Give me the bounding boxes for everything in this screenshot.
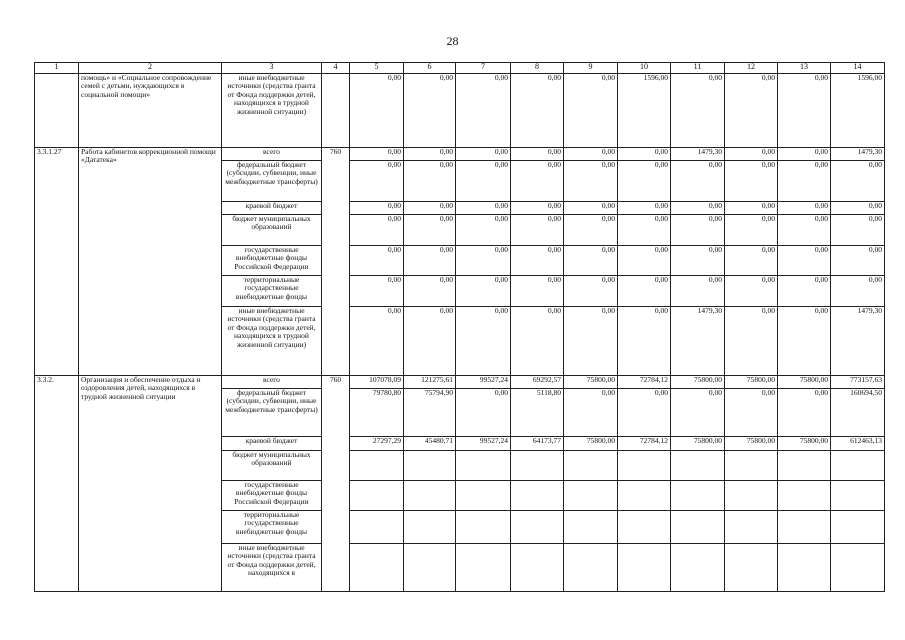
funding-source-cell: иные внебюджетные источники (средства гранта от Фонда поддержки детей, находящихся в [222, 544, 322, 592]
header-row [35, 63, 885, 74]
value-cell: 0,00 [831, 202, 885, 215]
value-cell: 0,00 [404, 307, 456, 376]
value-cell [725, 451, 778, 481]
value-cell: 1479,30 [831, 148, 885, 161]
activity-name-cell: Работа кабинетов коррекционной помощи «Дататека» [79, 148, 222, 376]
value-cell: 0,00 [671, 389, 725, 437]
value-cell: 1479,30 [831, 307, 885, 376]
value-cell: 773157,63 [831, 376, 885, 389]
value-cell: 75800,00 [671, 376, 725, 389]
value-cell: 75800,00 [564, 376, 618, 389]
value-cell: 0,00 [350, 246, 404, 276]
row-number-cell: 3.3.2. [35, 376, 79, 592]
value-cell: 0,00 [564, 202, 618, 215]
value-cell [404, 511, 456, 544]
funding-source-cell: территориальные государственные внебюджетные фонды [222, 276, 322, 307]
value-cell [456, 481, 511, 511]
value-cell: 0,00 [350, 202, 404, 215]
value-cell: 0,00 [778, 215, 831, 246]
value-cell [350, 511, 404, 544]
value-cell: 0,00 [618, 246, 671, 276]
value-cell: 0,00 [511, 276, 564, 307]
value-cell [778, 481, 831, 511]
value-cell [404, 481, 456, 511]
value-cell: 0,00 [350, 276, 404, 307]
value-cell: 0,00 [511, 74, 564, 148]
funding-source-cell: федеральный бюджет (субсидии, субвенции, иные межбюджетные трансферты) [222, 389, 322, 437]
activity-name-cell: помощь» и «Социальное сопровождение семей с детьми, нуждающихся в социальной помощи» [79, 74, 222, 148]
value-cell: 0,00 [456, 246, 511, 276]
value-cell [671, 544, 725, 592]
value-cell [511, 451, 564, 481]
value-cell [564, 451, 618, 481]
value-cell: 0,00 [778, 246, 831, 276]
col-header: 14 [831, 63, 885, 74]
value-cell: 0,00 [671, 161, 725, 202]
value-cell [456, 511, 511, 544]
value-cell: 75800,00 [778, 437, 831, 451]
value-cell [778, 451, 831, 481]
value-cell [831, 544, 885, 592]
value-cell: 0,00 [778, 276, 831, 307]
value-cell: 64173,77 [511, 437, 564, 451]
value-cell [618, 451, 671, 481]
value-cell: 0,00 [350, 148, 404, 161]
col-header: 4 [322, 63, 350, 74]
value-cell: 0,00 [725, 215, 778, 246]
value-cell [564, 481, 618, 511]
value-cell [618, 511, 671, 544]
value-cell: 75800,00 [725, 437, 778, 451]
value-cell [725, 544, 778, 592]
col-header: 9 [564, 63, 618, 74]
value-cell: 0,00 [725, 202, 778, 215]
funding-source-cell: государственные внебюджетные фонды Российской Федерации [222, 246, 322, 276]
value-cell [456, 544, 511, 592]
value-cell: 0,00 [831, 161, 885, 202]
funding-source-cell: государственные внебюджетные фонды Российской Федерации [222, 481, 322, 511]
value-cell: 0,00 [725, 74, 778, 148]
row-number-cell: 3.3.1.27 [35, 148, 79, 376]
value-cell [350, 481, 404, 511]
value-cell [671, 451, 725, 481]
col-header: 8 [511, 63, 564, 74]
value-cell: 0,00 [404, 276, 456, 307]
value-cell: 0,00 [564, 307, 618, 376]
value-cell [404, 544, 456, 592]
value-cell: 0,00 [618, 389, 671, 437]
value-cell: 0,00 [511, 202, 564, 215]
funding-source-cell: федеральный бюджет (субсидии, субвенции, иные межбюджетные трансферты) [222, 161, 322, 202]
funding-source-cell: иные внебюджетные источники (средства гранта от Фонда поддержки детей, находящихся в трудной жизненной ситуации) [222, 74, 322, 148]
value-cell: 0,00 [778, 161, 831, 202]
col-header: 1 [35, 63, 79, 74]
value-cell [511, 511, 564, 544]
value-cell: 1596,00 [618, 74, 671, 148]
value-cell: 0,00 [564, 215, 618, 246]
value-cell: 0,00 [725, 148, 778, 161]
value-cell: 0,00 [350, 215, 404, 246]
value-cell: 0,00 [671, 202, 725, 215]
value-cell: 0,00 [778, 74, 831, 148]
value-cell [725, 481, 778, 511]
value-cell: 0,00 [511, 307, 564, 376]
funding-source-cell: территориальные государственные внебюджетные фонды [222, 511, 322, 544]
value-cell [511, 481, 564, 511]
col-header: 13 [778, 63, 831, 74]
value-cell: 0,00 [778, 389, 831, 437]
value-cell: 75800,00 [564, 437, 618, 451]
value-cell: 0,00 [404, 215, 456, 246]
value-cell [456, 451, 511, 481]
funding-source-cell: всего [222, 376, 322, 389]
value-cell: 0,00 [511, 215, 564, 246]
value-cell: 75800,00 [778, 376, 831, 389]
value-cell: 0,00 [456, 148, 511, 161]
value-cell: 0,00 [456, 161, 511, 202]
value-cell: 0,00 [404, 246, 456, 276]
value-cell: 1596,00 [831, 74, 885, 148]
row-number-cell [35, 74, 79, 148]
value-cell: 0,00 [350, 74, 404, 148]
value-cell: 0,00 [725, 161, 778, 202]
value-cell: 0,00 [511, 161, 564, 202]
value-cell: 0,00 [671, 276, 725, 307]
value-cell: 0,00 [778, 202, 831, 215]
budget-table [34, 62, 885, 592]
value-cell: 0,00 [350, 307, 404, 376]
value-cell: 0,00 [671, 246, 725, 276]
value-cell: 0,00 [671, 215, 725, 246]
value-cell [618, 481, 671, 511]
funding-source-cell: краевой бюджет [222, 202, 322, 215]
value-cell: 612463,13 [831, 437, 885, 451]
funding-source-cell: краевой бюджет [222, 437, 322, 451]
code-cell: 760 [322, 376, 350, 592]
value-cell: 0,00 [618, 148, 671, 161]
value-cell [404, 451, 456, 481]
value-cell: 0,00 [671, 74, 725, 148]
value-cell: 0,00 [564, 148, 618, 161]
value-cell [618, 544, 671, 592]
value-cell: 0,00 [564, 276, 618, 307]
value-cell: 0,00 [456, 276, 511, 307]
value-cell: 0,00 [618, 307, 671, 376]
page-number: 28 [446, 34, 459, 48]
value-cell [831, 451, 885, 481]
value-cell [778, 544, 831, 592]
value-cell: 0,00 [511, 246, 564, 276]
value-cell: 75800,00 [671, 437, 725, 451]
value-cell: 107078,09 [350, 376, 404, 389]
value-cell: 79780,80 [350, 389, 404, 437]
value-cell: 0,00 [404, 202, 456, 215]
value-cell: 0,00 [564, 161, 618, 202]
col-header: 5 [350, 63, 404, 74]
table-row [35, 148, 885, 161]
value-cell: 0,00 [725, 389, 778, 437]
value-cell [671, 511, 725, 544]
table-row [35, 376, 885, 389]
value-cell: 0,00 [778, 148, 831, 161]
value-cell: 45480,71 [404, 437, 456, 451]
value-cell: 69292,57 [511, 376, 564, 389]
value-cell: 0,00 [725, 246, 778, 276]
value-cell: 0,00 [404, 74, 456, 148]
value-cell: 0,00 [831, 215, 885, 246]
funding-source-cell: бюджет муниципальных образований [222, 215, 322, 246]
code-cell [322, 74, 350, 148]
value-cell: 0,00 [564, 74, 618, 148]
value-cell [725, 511, 778, 544]
value-cell: 99527,24 [456, 437, 511, 451]
value-cell: 75800,00 [725, 376, 778, 389]
value-cell [350, 451, 404, 481]
value-cell [564, 544, 618, 592]
activity-name-cell: Организация и обеспечение отдыха и оздоровления детей, находящихся в трудной жизненной ситуации [79, 376, 222, 592]
value-cell: 0,00 [831, 276, 885, 307]
value-cell: 0,00 [778, 307, 831, 376]
col-header: 7 [456, 63, 511, 74]
col-header: 12 [725, 63, 778, 74]
value-cell: 0,00 [618, 276, 671, 307]
value-cell: 0,00 [404, 148, 456, 161]
value-cell: 0,00 [456, 215, 511, 246]
value-cell: 0,00 [725, 307, 778, 376]
value-cell [350, 544, 404, 592]
value-cell: 1479,30 [671, 307, 725, 376]
value-cell: 0,00 [564, 246, 618, 276]
value-cell: 72784,12 [618, 376, 671, 389]
funding-source-cell: иные внебюджетные источники (средства гранта от Фонда поддержки детей, находящихся в трудной жизненной ситуации) [222, 307, 322, 376]
value-cell [831, 481, 885, 511]
value-cell: 0,00 [350, 161, 404, 202]
col-header: 2 [79, 63, 222, 74]
value-cell: 0,00 [456, 74, 511, 148]
value-cell [778, 511, 831, 544]
value-cell: 0,00 [564, 389, 618, 437]
col-header: 6 [404, 63, 456, 74]
code-cell: 760 [322, 148, 350, 376]
funding-source-cell: бюджет муниципальных образований [222, 451, 322, 481]
value-cell: 121275,61 [404, 376, 456, 389]
value-cell: 0,00 [618, 215, 671, 246]
value-cell: 0,00 [511, 148, 564, 161]
value-cell: 0,00 [618, 202, 671, 215]
table-row [35, 74, 885, 148]
value-cell: 0,00 [404, 161, 456, 202]
col-header: 3 [222, 63, 322, 74]
value-cell: 0,00 [725, 276, 778, 307]
value-cell: 1479,30 [671, 148, 725, 161]
value-cell: 0,00 [618, 161, 671, 202]
value-cell [671, 481, 725, 511]
value-cell: 99527,24 [456, 376, 511, 389]
value-cell: 0,00 [456, 307, 511, 376]
value-cell: 0,00 [456, 202, 511, 215]
value-cell [511, 544, 564, 592]
col-header: 10 [618, 63, 671, 74]
value-cell [564, 511, 618, 544]
col-header: 11 [671, 63, 725, 74]
value-cell: 0,00 [831, 246, 885, 276]
value-cell: 160694,50 [831, 389, 885, 437]
funding-source-cell: всего [222, 148, 322, 161]
value-cell: 27297,29 [350, 437, 404, 451]
value-cell: 0,00 [456, 389, 511, 437]
value-cell: 75794,90 [404, 389, 456, 437]
value-cell [831, 511, 885, 544]
value-cell: 72784,12 [618, 437, 671, 451]
value-cell: 5118,80 [511, 389, 564, 437]
